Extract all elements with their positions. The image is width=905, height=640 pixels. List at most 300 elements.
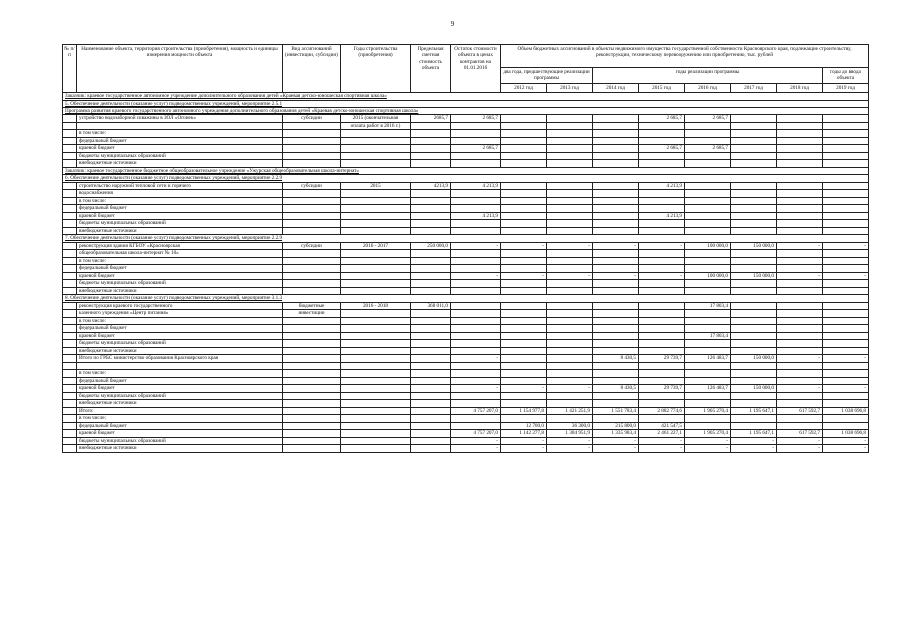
- cell-value: [685, 257, 731, 265]
- cell-rest: [451, 130, 501, 138]
- cell-value: [547, 287, 593, 295]
- cell-num: [63, 317, 77, 325]
- cell-type: [283, 265, 341, 273]
- cell-years: [341, 272, 411, 280]
- cell-value: 1 335 983,4: [593, 430, 639, 438]
- table-row: [63, 310, 869, 318]
- cell-value: [547, 182, 593, 190]
- cell-value: 12 700,0: [501, 422, 547, 430]
- cell-rest: 4 757 207,0: [451, 430, 501, 438]
- cell-value: 2 461 227,1: [639, 430, 685, 438]
- cell-value: [593, 415, 639, 423]
- cell-rest: -: [451, 385, 501, 393]
- table-row: [63, 317, 869, 325]
- cell-value: -: [823, 242, 869, 250]
- cell-value: -: [777, 355, 823, 363]
- cell-value: [731, 265, 777, 273]
- cell-name: внебюджетные источники: [77, 445, 283, 453]
- cell-value: [823, 250, 869, 258]
- cell-value: [823, 190, 869, 198]
- cell-type: [283, 362, 341, 370]
- cell-value: [639, 347, 685, 355]
- cell-years: [341, 205, 411, 213]
- cell-years: [341, 310, 411, 318]
- cell-value: -: [823, 385, 869, 393]
- cell-cost: [411, 152, 451, 160]
- cell-name: внебюджетные источники: [77, 160, 283, 168]
- header-col-rest: Остаток стоимости объекта в ценах контрактов на 01.01.2016: [451, 45, 501, 93]
- cell-rest: [451, 332, 501, 340]
- header-year: 2018 год: [777, 83, 823, 92]
- cell-value: [685, 422, 731, 430]
- table-row: [63, 362, 869, 370]
- cell-value: [547, 122, 593, 130]
- cell-value: [639, 377, 685, 385]
- cell-years: 2015 (окончательная: [341, 115, 411, 123]
- cell-rest: -: [451, 355, 501, 363]
- cell-value: 29 739,7: [639, 355, 685, 363]
- cell-value: [823, 212, 869, 220]
- cell-value: [777, 182, 823, 190]
- cell-cost: [411, 265, 451, 273]
- cell-value: [501, 310, 547, 318]
- cell-value: [501, 257, 547, 265]
- cell-value: [639, 190, 685, 198]
- cell-years: [341, 370, 411, 378]
- section-header-row: [63, 175, 869, 182]
- cell-name: внебюджетные источники: [77, 400, 283, 408]
- cell-value: [777, 265, 823, 273]
- cell-value: [685, 212, 731, 220]
- cell-value: [547, 340, 593, 348]
- table-row: [63, 302, 869, 310]
- cell-value: [547, 197, 593, 205]
- cell-value: [639, 310, 685, 318]
- cell-rest: [451, 340, 501, 348]
- cell-value: 1 551 783,4: [593, 407, 639, 415]
- cell-value: [777, 362, 823, 370]
- cell-value: [777, 212, 823, 220]
- cell-value: -: [501, 242, 547, 250]
- cell-name: в том числе:: [77, 415, 283, 423]
- section-header-text: 6. Обеспечение деятельности (оказание услуг) подведомственных учреждений, мероприятие 2.2.9: [63, 175, 869, 182]
- cell-value: [639, 362, 685, 370]
- cell-value: [731, 197, 777, 205]
- cell-rest: [451, 190, 501, 198]
- table-row: [63, 152, 869, 160]
- cell-value: [593, 182, 639, 190]
- cell-value: [731, 190, 777, 198]
- cell-value: -: [501, 272, 547, 280]
- cell-name: бюджеты муниципальных образований: [77, 152, 283, 160]
- cell-years: [341, 385, 411, 393]
- cell-years: [341, 152, 411, 160]
- cell-value: [501, 325, 547, 333]
- table-row: [63, 190, 869, 198]
- cell-value: [685, 370, 731, 378]
- cell-value: [639, 250, 685, 258]
- cell-value: [639, 370, 685, 378]
- cell-value: [501, 302, 547, 310]
- cell-value: -: [593, 445, 639, 453]
- cell-value: 150 000,0: [731, 272, 777, 280]
- cell-value: [823, 122, 869, 130]
- cell-cost: [411, 212, 451, 220]
- cell-type: [283, 280, 341, 288]
- cell-value: [823, 137, 869, 145]
- cell-value: [777, 415, 823, 423]
- cell-type: [283, 137, 341, 145]
- cell-type: [283, 407, 341, 415]
- header-year: 2017 год: [731, 83, 777, 92]
- cell-type: субсидии: [283, 182, 341, 190]
- table-row: [63, 137, 869, 145]
- cell-cost: [411, 332, 451, 340]
- cell-name: [77, 122, 283, 130]
- cell-value: [639, 415, 685, 423]
- section-header-row: [63, 167, 869, 174]
- cell-value: [777, 220, 823, 228]
- cell-num: [63, 115, 77, 123]
- cell-value: [593, 287, 639, 295]
- cell-value: [501, 160, 547, 168]
- cell-years: 2015: [341, 182, 411, 190]
- cell-cost: [411, 385, 451, 393]
- cell-num: [63, 437, 77, 445]
- cell-value: [731, 310, 777, 318]
- cell-cost: [411, 130, 451, 138]
- cell-name: федеральный бюджет: [77, 137, 283, 145]
- cell-rest: [451, 347, 501, 355]
- table-row: [63, 332, 869, 340]
- cell-type: [283, 430, 341, 438]
- cell-value: [823, 287, 869, 295]
- cell-value: [777, 130, 823, 138]
- cell-years: [341, 227, 411, 235]
- cell-type: [283, 212, 341, 220]
- cell-value: 1 154 977,8: [501, 407, 547, 415]
- cell-years: [341, 362, 411, 370]
- header-year: 2019 год: [823, 83, 869, 92]
- cell-value: [639, 400, 685, 408]
- cell-years: [341, 220, 411, 228]
- cell-value: [547, 400, 593, 408]
- cell-value: 617 592,7: [777, 430, 823, 438]
- cell-value: [593, 130, 639, 138]
- cell-value: 150 000,0: [731, 242, 777, 250]
- cell-value: [547, 257, 593, 265]
- cell-value: [731, 130, 777, 138]
- cell-name: бюджеты муниципальных образований: [77, 340, 283, 348]
- cell-value: [593, 265, 639, 273]
- header-col-cost: Предельная сметная стоимость объекта: [411, 45, 451, 93]
- cell-value: [731, 370, 777, 378]
- cell-years: [341, 377, 411, 385]
- cell-rest: [451, 317, 501, 325]
- cell-value: [685, 122, 731, 130]
- cell-value: [639, 257, 685, 265]
- cell-value: [777, 205, 823, 213]
- table-body: [63, 93, 869, 452]
- cell-value: [685, 325, 731, 333]
- cell-value: 421 547,5: [639, 422, 685, 430]
- cell-type: субсидии: [283, 242, 341, 250]
- cell-type: [283, 130, 341, 138]
- table-row: [63, 250, 869, 258]
- cell-value: [731, 377, 777, 385]
- cell-value: [639, 280, 685, 288]
- section-header-text: 7. Обеспечение деятельности (оказание услуг) подведомственных учреждений, мероприятие 2.2.9: [63, 235, 869, 242]
- cell-value: [547, 152, 593, 160]
- cell-value: [823, 422, 869, 430]
- header-col-volume: Объем бюджетных ассигнований в объекты недвижимого имущества государственной собственности Красноярского края, подлежащие строительству, реконструкции, техническому перевооружению или приобретению, тыс. рублей: [501, 45, 869, 68]
- cell-value: [823, 302, 869, 310]
- cell-type: [283, 317, 341, 325]
- cell-rest: [451, 257, 501, 265]
- cell-value: [639, 197, 685, 205]
- cell-value: 17 803,4: [685, 302, 731, 310]
- cell-cost: [411, 190, 451, 198]
- cell-value: [593, 220, 639, 228]
- cell-type: [283, 220, 341, 228]
- cell-value: [685, 347, 731, 355]
- cell-value: [777, 392, 823, 400]
- cell-value: [639, 160, 685, 168]
- table-row: [63, 122, 869, 130]
- cell-type: субсидии: [283, 115, 341, 123]
- cell-value: 1 905 270,4: [685, 430, 731, 438]
- table-row: [63, 325, 869, 333]
- cell-num: [63, 145, 77, 153]
- cell-value: [731, 325, 777, 333]
- header-col-type: Вид ассигнований (инвестиции, субсидии): [283, 45, 341, 93]
- cell-num: [63, 385, 77, 393]
- cell-rest: [451, 137, 501, 145]
- cell-value: -: [823, 272, 869, 280]
- cell-num: [63, 182, 77, 190]
- cell-value: [639, 392, 685, 400]
- cell-value: -: [823, 437, 869, 445]
- section-header-text: Программа развития краевого государственного автономного учреждения дополнительного образования детей «Краевая детско-юношеская спортивная школа»: [63, 108, 869, 115]
- cell-num: [63, 332, 77, 340]
- cell-value: -: [777, 445, 823, 453]
- cell-value: -: [639, 242, 685, 250]
- header-year: 2016 год: [685, 83, 731, 92]
- cell-num: [63, 347, 77, 355]
- cell-years: [341, 137, 411, 145]
- cell-rest: [451, 377, 501, 385]
- cell-value: -: [593, 242, 639, 250]
- cell-value: [823, 257, 869, 265]
- table-row: [63, 422, 869, 430]
- table-row: [63, 415, 869, 423]
- cell-value: [731, 280, 777, 288]
- cell-value: -: [593, 272, 639, 280]
- cell-value: -: [547, 437, 593, 445]
- cell-type: [283, 287, 341, 295]
- cell-value: [547, 220, 593, 228]
- cell-value: [823, 325, 869, 333]
- cell-value: [685, 137, 731, 145]
- cell-cost: [411, 145, 451, 153]
- cell-value: [547, 310, 593, 318]
- section-header-text: 5. Обеспечение деятельности (оказание услуг) подведомственных учреждений, мероприятие 2.5.1: [63, 100, 869, 107]
- cell-value: [731, 145, 777, 153]
- cell-value: -: [639, 437, 685, 445]
- cell-value: [501, 220, 547, 228]
- cell-value: [593, 205, 639, 213]
- cell-value: 2 685,7: [685, 145, 731, 153]
- cell-value: [685, 280, 731, 288]
- cell-value: [777, 197, 823, 205]
- cell-num: [63, 220, 77, 228]
- cell-value: [501, 122, 547, 130]
- document-table-wrapper: [62, 44, 868, 453]
- cell-value: [501, 212, 547, 220]
- cell-num: [63, 340, 77, 348]
- cell-rest: [451, 370, 501, 378]
- cell-years: [341, 445, 411, 453]
- cell-rest: -: [451, 445, 501, 453]
- cell-value: [823, 265, 869, 273]
- header-col-program: годы реализации программы: [593, 68, 823, 84]
- table-row: [63, 377, 869, 385]
- cell-value: [823, 415, 869, 423]
- cell-value: [823, 227, 869, 235]
- table-row: [63, 182, 869, 190]
- cell-rest: [451, 310, 501, 318]
- cell-value: [823, 130, 869, 138]
- cell-value: [731, 317, 777, 325]
- cell-value: [639, 122, 685, 130]
- cell-value: [639, 152, 685, 160]
- cell-value: [823, 392, 869, 400]
- cell-value: [823, 145, 869, 153]
- cell-value: 1 038 696,8: [823, 407, 869, 415]
- cell-cost: [411, 422, 451, 430]
- cell-value: [685, 160, 731, 168]
- cell-name: строительство наружной тепловой сети и горячего: [77, 182, 283, 190]
- cell-value: [777, 190, 823, 198]
- cell-value: 1 195 647,1: [731, 430, 777, 438]
- cell-years: [341, 197, 411, 205]
- cell-value: 36 300,0: [547, 422, 593, 430]
- cell-num: [63, 355, 77, 363]
- cell-value: -: [547, 272, 593, 280]
- table-row: [63, 197, 869, 205]
- cell-value: [593, 197, 639, 205]
- cell-value: [777, 137, 823, 145]
- cell-rest: 4 757 207,0: [451, 407, 501, 415]
- table-row: [63, 355, 869, 363]
- cell-value: -: [501, 385, 547, 393]
- cell-value: [777, 422, 823, 430]
- cell-value: [823, 115, 869, 123]
- cell-value: [639, 265, 685, 273]
- cell-value: [593, 317, 639, 325]
- cell-name: в том числе:: [77, 130, 283, 138]
- table-row: [63, 205, 869, 213]
- cell-value: [501, 317, 547, 325]
- cell-rest: [451, 227, 501, 235]
- cell-value: [731, 220, 777, 228]
- cell-value: [685, 152, 731, 160]
- table-row: [63, 445, 869, 453]
- cell-value: -: [685, 445, 731, 453]
- table-row: [63, 385, 869, 393]
- cell-value: [685, 205, 731, 213]
- header-col-before: два года, предшествующие реализации программы: [501, 68, 593, 84]
- cell-value: [731, 302, 777, 310]
- cell-value: [501, 227, 547, 235]
- cell-value: [639, 332, 685, 340]
- cell-years: [341, 347, 411, 355]
- cell-value: [777, 400, 823, 408]
- header-year: 2014 год: [593, 83, 639, 92]
- cell-value: [823, 152, 869, 160]
- cell-value: [547, 137, 593, 145]
- cell-value: [501, 205, 547, 213]
- cell-value: [777, 370, 823, 378]
- cell-value: [823, 377, 869, 385]
- cell-value: -: [777, 437, 823, 445]
- cell-value: [593, 227, 639, 235]
- cell-rest: 4 213,9: [451, 212, 501, 220]
- cell-rest: [451, 302, 501, 310]
- cell-value: [501, 377, 547, 385]
- cell-value: [593, 302, 639, 310]
- cell-name: бюджеты муниципальных образований: [77, 392, 283, 400]
- cell-value: [685, 182, 731, 190]
- cell-num: [63, 152, 77, 160]
- cell-name: бюджеты муниципальных образований: [77, 220, 283, 228]
- cell-years: [341, 280, 411, 288]
- cell-value: [777, 145, 823, 153]
- cell-rest: -: [451, 437, 501, 445]
- cell-type: [283, 400, 341, 408]
- cell-cost: [411, 370, 451, 378]
- cell-name: бюджеты муниципальных образований: [77, 280, 283, 288]
- cell-type: бюджетные: [283, 302, 341, 310]
- cell-value: [501, 190, 547, 198]
- cell-value: [823, 370, 869, 378]
- cell-value: [547, 362, 593, 370]
- cell-value: [731, 152, 777, 160]
- cell-num: [63, 122, 77, 130]
- header-year: 2013 год: [547, 83, 593, 92]
- cell-value: [593, 160, 639, 168]
- cell-type: [283, 370, 341, 378]
- cell-value: [547, 115, 593, 123]
- cell-name: краевой бюджет: [77, 385, 283, 393]
- cell-name: краевой бюджет: [77, 272, 283, 280]
- cell-value: [547, 280, 593, 288]
- cell-value: [547, 325, 593, 333]
- cell-value: [593, 115, 639, 123]
- cell-value: -: [731, 437, 777, 445]
- cell-value: 617 592,7: [777, 407, 823, 415]
- cell-cost: [411, 280, 451, 288]
- cell-years: [341, 325, 411, 333]
- cell-value: [777, 257, 823, 265]
- cell-cost: [411, 205, 451, 213]
- table-row: [63, 370, 869, 378]
- cell-value: [685, 130, 731, 138]
- cell-value: 4 213,9: [639, 182, 685, 190]
- cell-name: в том числе:: [77, 317, 283, 325]
- cell-value: [639, 287, 685, 295]
- cell-years: [341, 430, 411, 438]
